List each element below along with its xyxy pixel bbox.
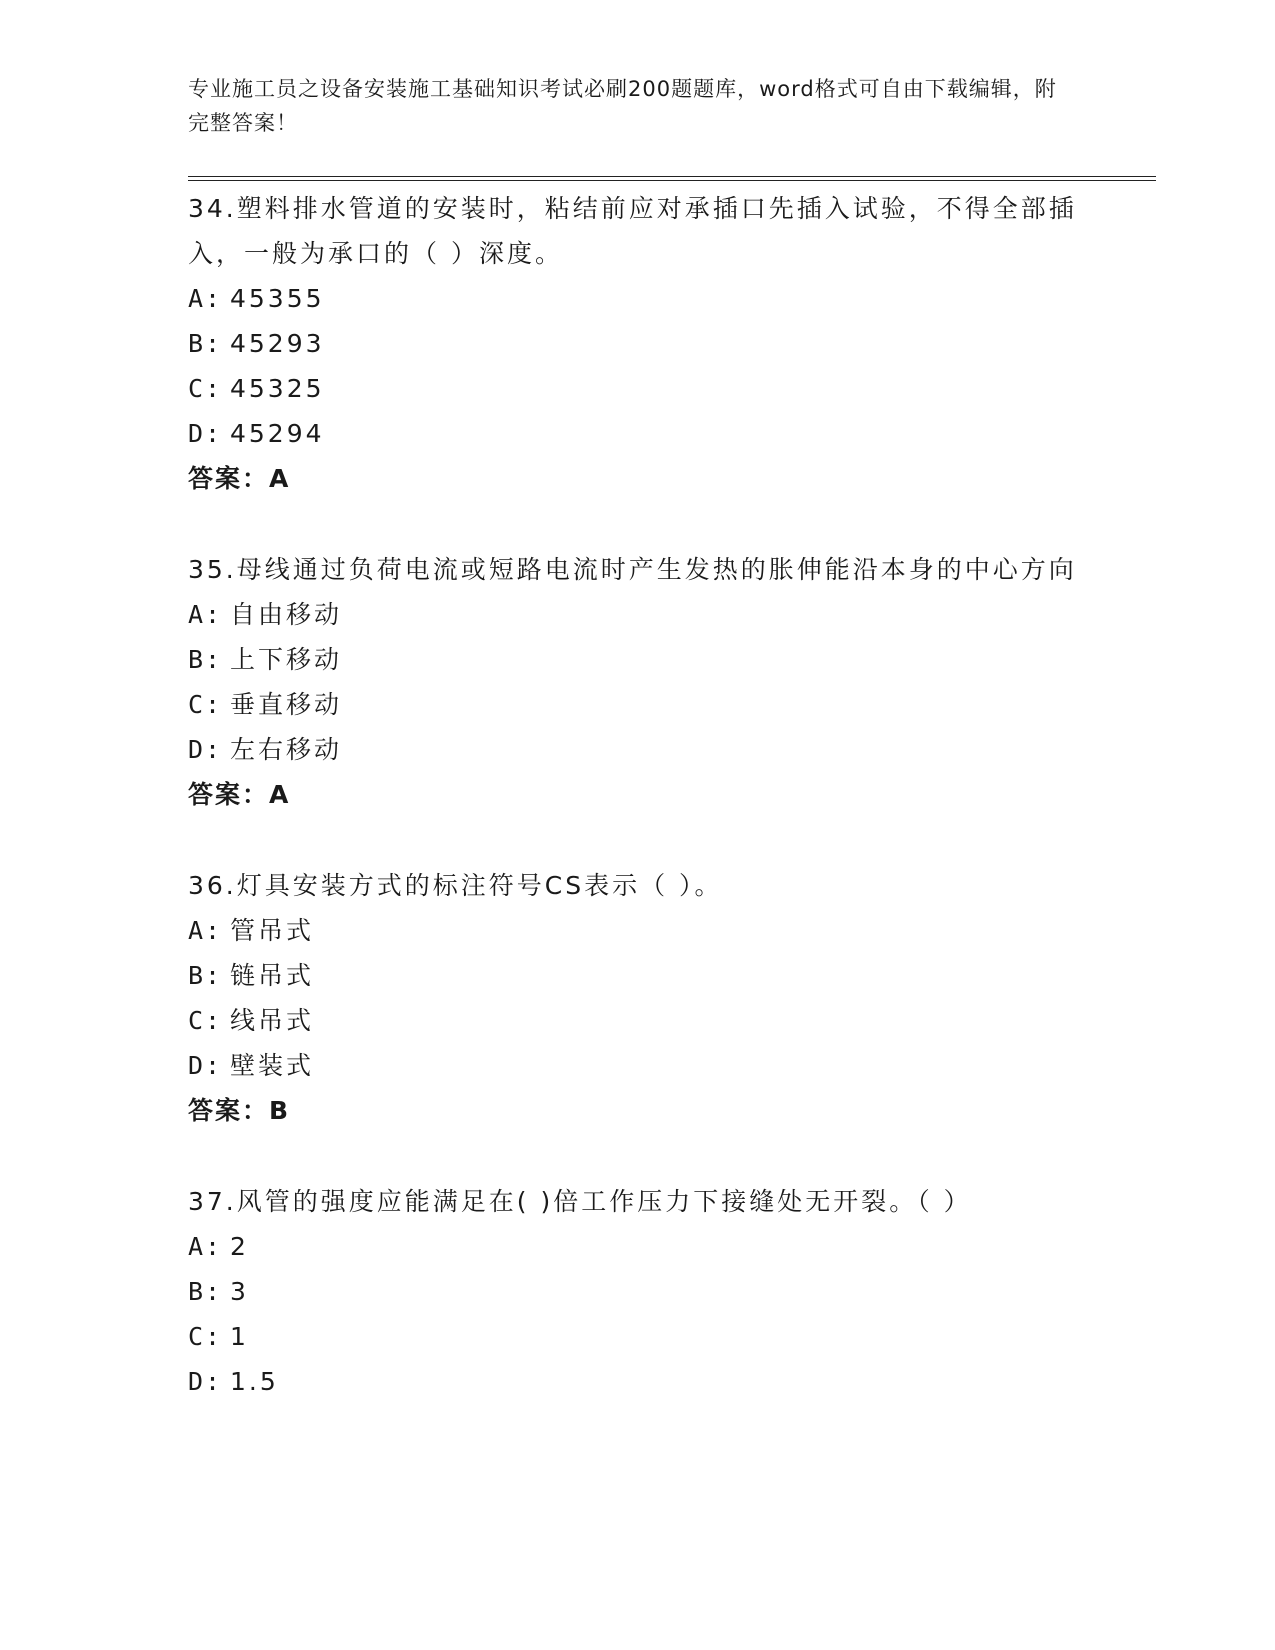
option-b bbox=[188, 637, 1088, 682]
option-text: 链吊式 bbox=[230, 961, 315, 990]
option-c bbox=[188, 998, 1088, 1043]
question-stem: 36.灯具安装方式的标注符号CS表示（ ）。 bbox=[188, 871, 723, 900]
option-text: 45293 bbox=[230, 329, 325, 358]
option-text: 45355 bbox=[230, 284, 325, 313]
option-key: A: bbox=[188, 600, 223, 629]
option-b bbox=[188, 321, 1088, 366]
question-stem: 35.母线通过负荷电流或短路电流时产生发热的胀伸能沿本身的中心方向 bbox=[188, 555, 1077, 584]
option-c bbox=[188, 1314, 1088, 1359]
option-text: 2 bbox=[230, 1232, 249, 1261]
option-key: B: bbox=[188, 961, 223, 990]
option-key: B: bbox=[188, 329, 223, 358]
option-text: 上下移动 bbox=[230, 645, 343, 674]
header-divider bbox=[188, 176, 1156, 181]
option-key: D: bbox=[188, 735, 223, 764]
option-text: 管吊式 bbox=[230, 916, 315, 945]
option-key: D: bbox=[188, 419, 223, 448]
option-text: 左右移动 bbox=[230, 735, 343, 764]
option-c bbox=[188, 366, 1088, 411]
answer-line: 答案：A bbox=[188, 464, 291, 493]
option-d bbox=[188, 727, 1088, 772]
question-stem: 37.风管的强度应能满足在( )倍工作压力下接缝处无开裂。（ ） bbox=[188, 1187, 972, 1216]
option-d bbox=[188, 1359, 1088, 1404]
option-key: B: bbox=[188, 645, 223, 674]
answer-line: 答案：B bbox=[188, 1096, 291, 1125]
option-key: B: bbox=[188, 1277, 223, 1306]
question-34 bbox=[188, 186, 1088, 501]
answer-line: 答案：A bbox=[188, 780, 291, 809]
option-text: 壁装式 bbox=[230, 1051, 315, 1080]
option-a bbox=[188, 592, 1088, 637]
option-text: 1 bbox=[230, 1322, 249, 1351]
option-key: A: bbox=[188, 916, 223, 945]
option-key: A: bbox=[188, 1232, 223, 1261]
option-text: 自由移动 bbox=[230, 600, 343, 629]
option-d bbox=[188, 411, 1088, 456]
question-36 bbox=[188, 863, 1088, 1133]
option-a bbox=[188, 276, 1088, 321]
option-text: 45325 bbox=[230, 374, 325, 403]
question-37 bbox=[188, 1179, 1088, 1404]
option-b bbox=[188, 1269, 1088, 1314]
option-key: A: bbox=[188, 284, 223, 313]
option-key: D: bbox=[188, 1051, 223, 1080]
option-key: C: bbox=[188, 1006, 223, 1035]
question-35 bbox=[188, 547, 1088, 817]
question-list bbox=[188, 186, 1088, 1450]
option-text: 3 bbox=[230, 1277, 249, 1306]
option-text: 45294 bbox=[230, 419, 325, 448]
option-key: C: bbox=[188, 1322, 223, 1351]
option-text: 垂直移动 bbox=[230, 690, 343, 719]
option-a bbox=[188, 1224, 1088, 1269]
option-key: C: bbox=[188, 690, 223, 719]
question-stem: 34.塑料排水管道的安装时，粘结前应对承插口先插入试验，不得全部插入，一般为承口的（ ）深度。 bbox=[188, 194, 1077, 268]
option-key: D: bbox=[188, 1367, 223, 1396]
option-a bbox=[188, 908, 1088, 953]
option-c bbox=[188, 682, 1088, 727]
option-b bbox=[188, 953, 1088, 998]
document-header: 专业施工员之设备安装施工基础知识考试必刷200题题库，word格式可自由下载编辑，附完整答案！ bbox=[188, 77, 1057, 135]
option-key: C: bbox=[188, 374, 223, 403]
option-text: 线吊式 bbox=[230, 1006, 315, 1035]
option-text: 1.5 bbox=[230, 1367, 279, 1396]
option-d bbox=[188, 1043, 1088, 1088]
